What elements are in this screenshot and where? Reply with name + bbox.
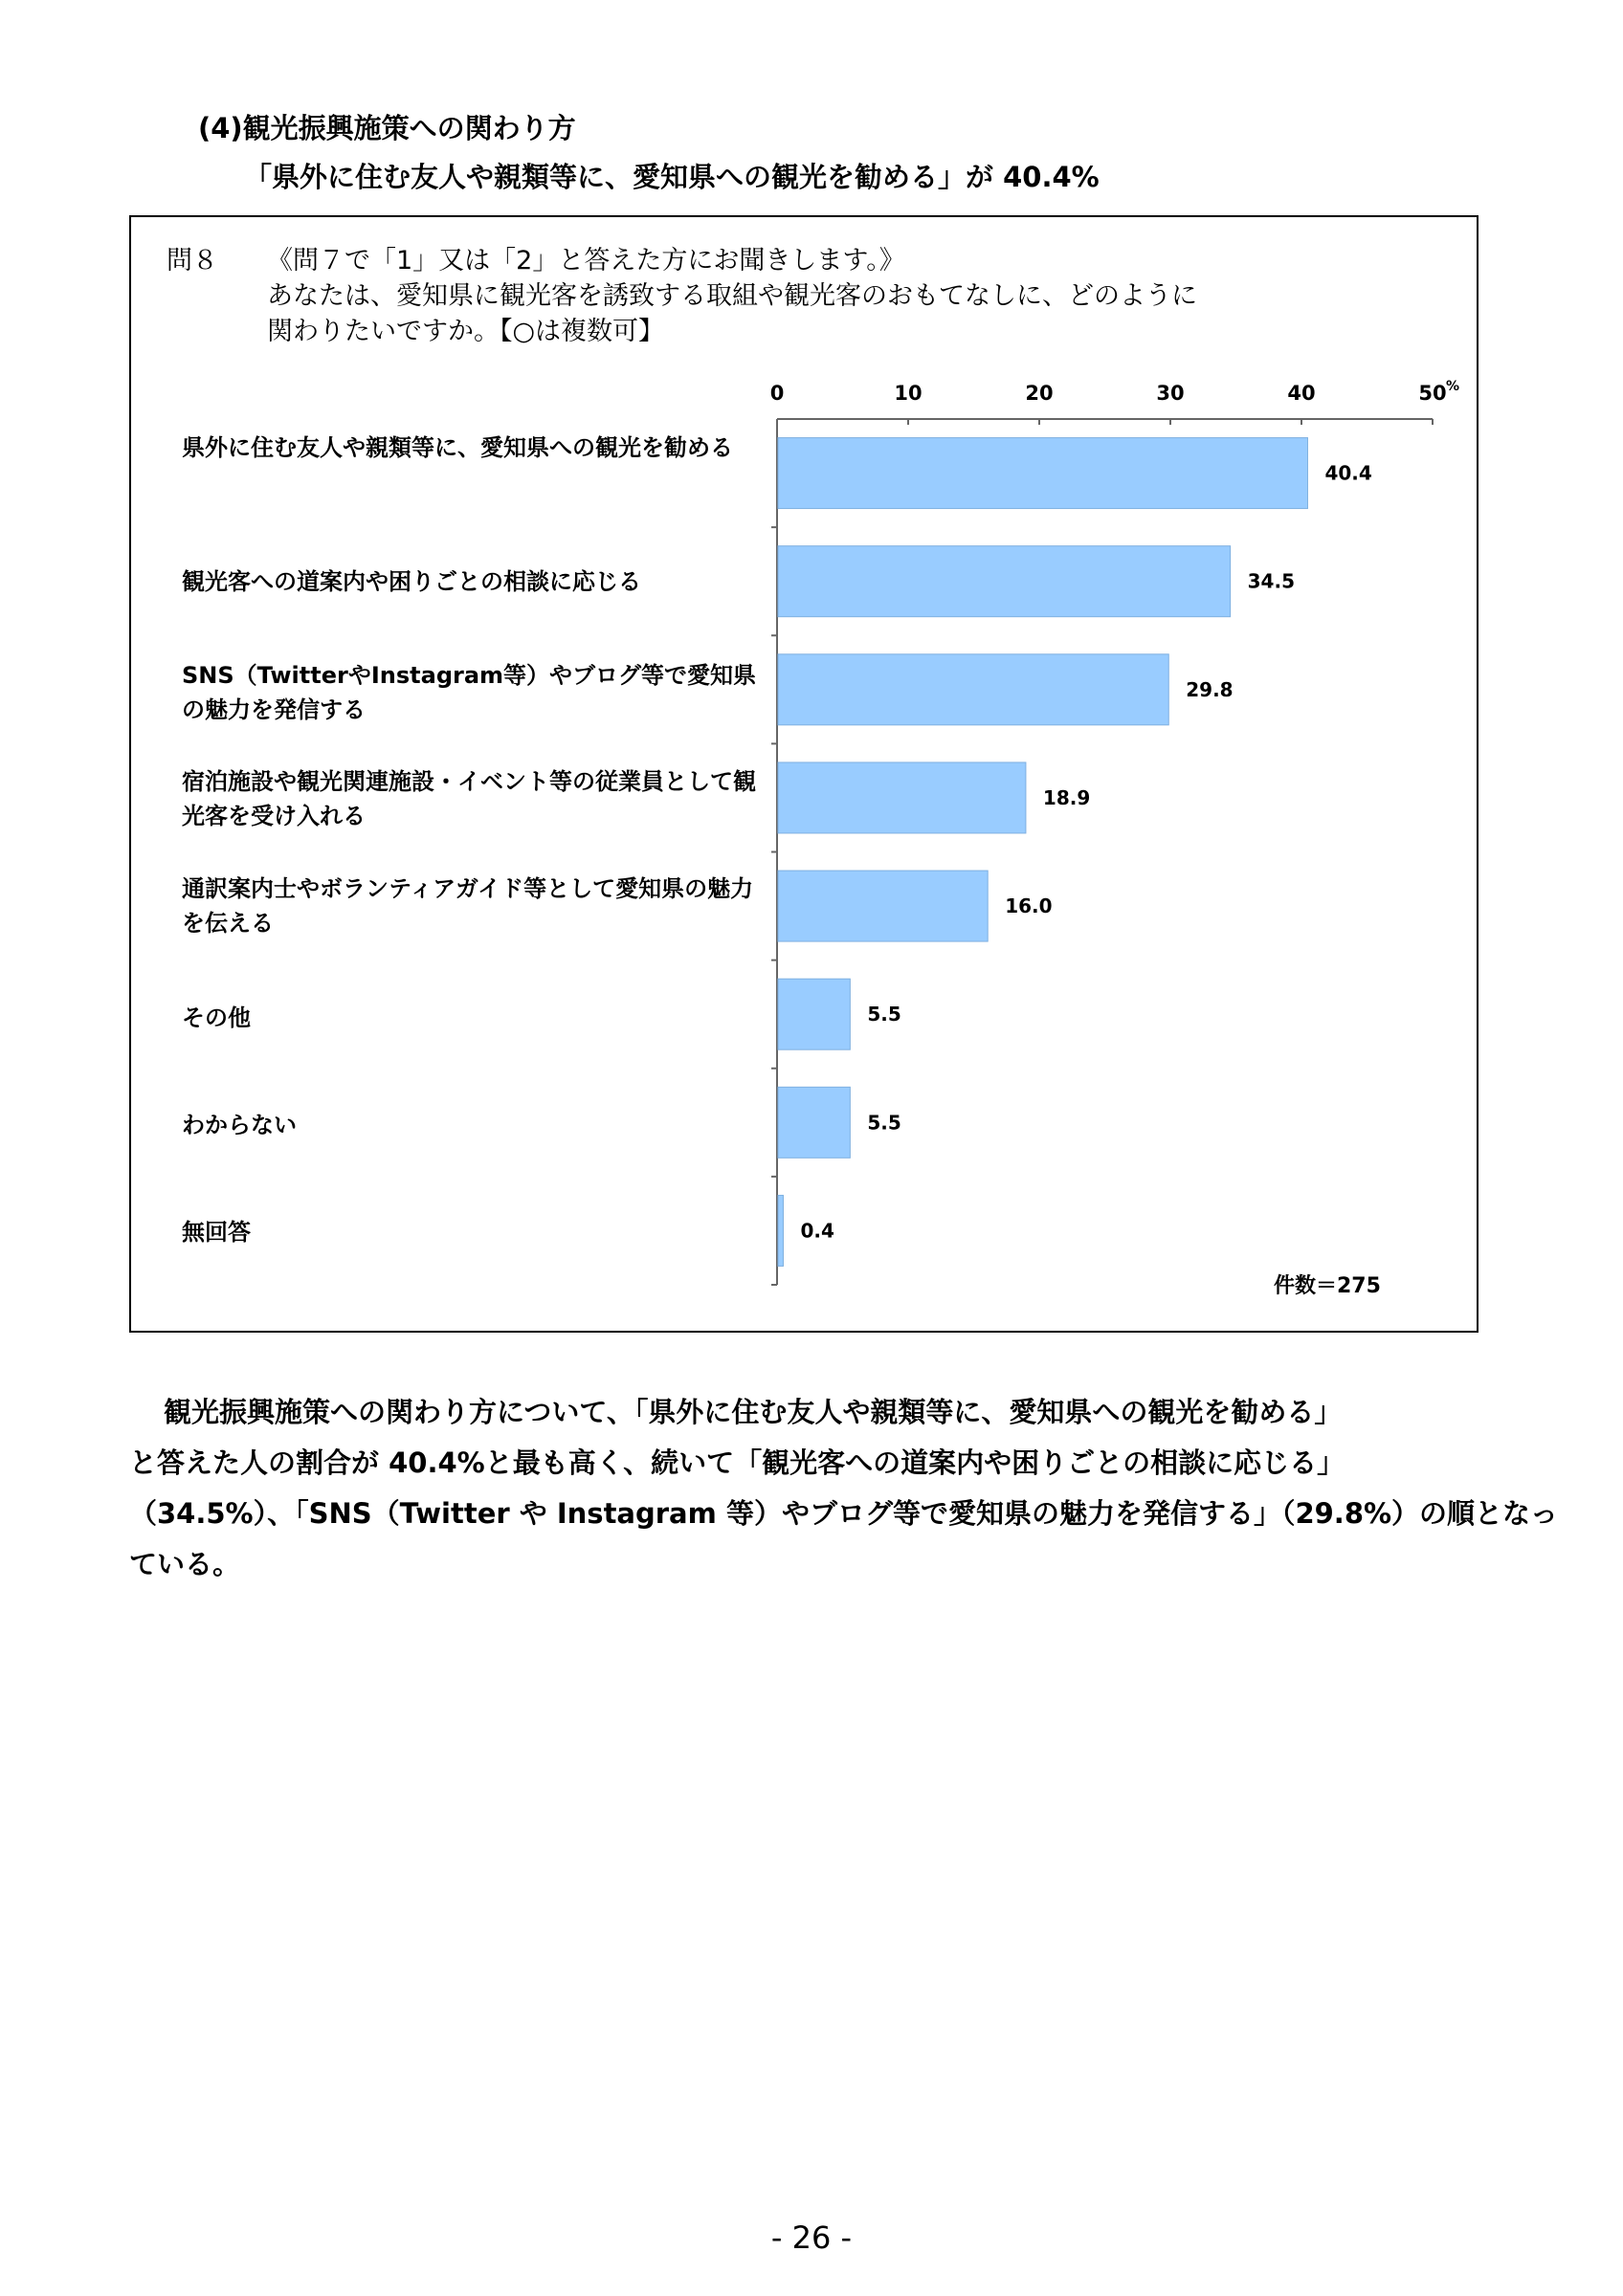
summary-text — [129, 1387, 1559, 1590]
page-number: - 26 - — [770, 2219, 853, 2256]
data-label: 40.4 — [1324, 461, 1372, 485]
x-tick-label: 0 — [769, 382, 785, 405]
data-label: 18.9 — [1042, 785, 1091, 809]
category-label: 観光客への道案内や困りごとの相談に応じる — [182, 568, 641, 595]
category-label: 県外に住む友人や親類等に、愛知県への観光を勧める — [182, 434, 733, 461]
x-tick-label: 20 — [1025, 382, 1054, 405]
summary-line: と答えた人の割合が 40.4%と最も高く、続いて「観光客への道案内や困りごとの相談に応じる」 — [129, 1446, 1345, 1479]
question-number: 問８ — [167, 246, 218, 276]
x-tick-label: 30 — [1156, 382, 1185, 405]
category-label: 通訳案内士やボランティアガイド等として愛知県の魅力を伝える — [182, 875, 754, 937]
data-label: 16.0 — [1005, 894, 1053, 918]
category-label: SNS（TwitterやInstagram等）やブログ等で愛知県の魅力を発信する — [182, 662, 757, 723]
bar — [778, 1087, 850, 1158]
sample-size-label: 件数＝275 — [1274, 1274, 1381, 1298]
bar — [778, 762, 1026, 833]
bar — [778, 979, 850, 1049]
data-label: 5.5 — [867, 1111, 901, 1135]
section-subheading: 「県外に住む友人や親類等に、愛知県への観光を勧める」が 40.4% — [244, 161, 1100, 193]
data-label: 5.5 — [867, 1003, 901, 1027]
x-tick-label: 10 — [894, 382, 923, 405]
x-tick-label: 40 — [1287, 382, 1316, 405]
category-label: 無回答 — [182, 1219, 251, 1246]
question-line-3: 関わりたいですか。【○は複数可】 — [267, 317, 665, 346]
summary-line: 観光振興施策への関わり方について、「県外に住む友人や親類等に、愛知県への観光を勧める」 — [164, 1396, 1343, 1428]
question-line-1: 《問７で「1」又は「2」と答えた方にお聞きします。》 — [267, 246, 905, 276]
category-label: 宿泊施設や観光関連施設・イベント等の従業員として観光客を受け入れる — [182, 768, 756, 829]
bar — [778, 438, 1307, 509]
data-label: 29.8 — [1186, 677, 1234, 701]
summary-line: （34.5%）、「SNS（Twitter や Instagram 等）やブログ等で愛知県の魅力を発信する」（29.8%）の順となっ — [129, 1497, 1559, 1530]
category-label: その他 — [182, 1004, 251, 1031]
bar — [778, 871, 988, 941]
data-label: 0.4 — [800, 1219, 834, 1243]
section-heading: (4)観光振興施策への関わり方 — [198, 112, 576, 144]
bar — [778, 546, 1231, 617]
x-tick-label: 50 — [1418, 382, 1447, 405]
bar — [778, 654, 1168, 725]
x-axis-unit: % — [1446, 379, 1460, 394]
category-label: わからない — [182, 1112, 297, 1138]
data-label: 34.5 — [1247, 569, 1296, 593]
bar — [778, 1195, 783, 1266]
summary-line: ている。 — [129, 1548, 241, 1580]
question-line-2: あなたは、愛知県に観光客を誘致する取組や観光客のおもてなしに、どのように — [267, 281, 1197, 311]
